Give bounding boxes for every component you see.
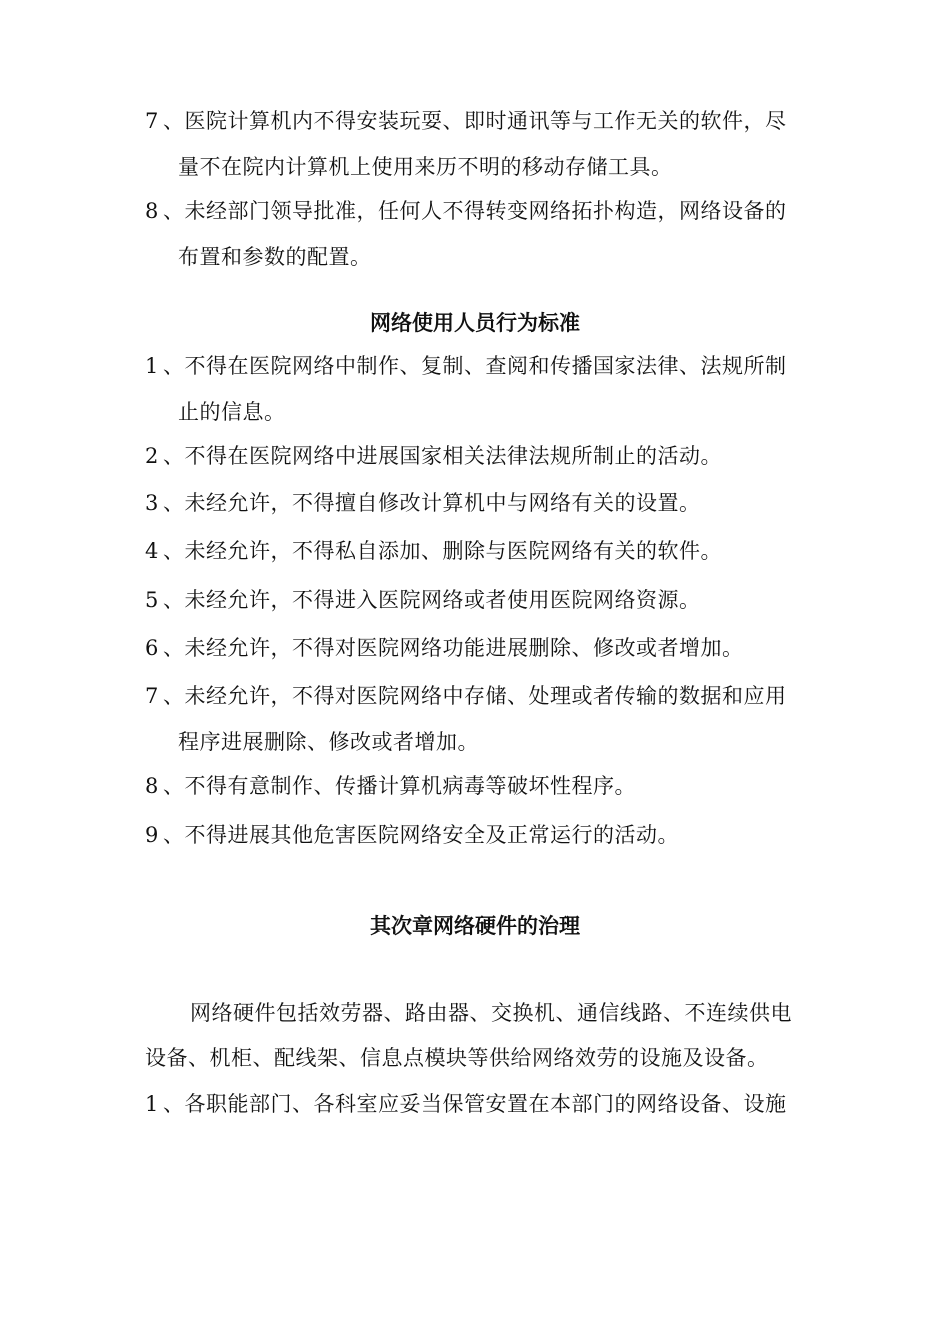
paragraph-line2: 设备、机柜、配线架、信息点模块等供给网络效劳的设施及设备。 — [145, 1046, 769, 1070]
item-number: 6 — [145, 636, 159, 660]
list-item-7-line1: 7 、未经允许，不得对医院网络中存储、处理或者传输的数据和应用 — [145, 681, 787, 711]
section-heading-chapter-two: 其次章网络硬件的治理 — [370, 913, 580, 938]
list-item-9: 9 、不得进展其他危害医院网络安全及正常运行的活动。 — [145, 820, 679, 850]
item-number: 7 — [145, 684, 159, 708]
paragraph-line1: 网络硬件包括效劳器、路由器、交换机、通信线路、不连续供电 — [190, 1001, 792, 1025]
list-item-1-line2: 止的信息。 — [178, 400, 286, 424]
list-item-top-7-line1: 7 、医院计算机内不得安装玩耍、即时通讯等与工作无关的软件，尽 — [145, 106, 787, 136]
item-number: 8 — [145, 774, 159, 798]
list-item-top-8-line1: 8 、未经部门领导批准，任何人不得转变网络拓扑构造，网络设备的 — [145, 196, 787, 226]
list-item-4: 4 、未经允许，不得私自添加、删除与医院网络有关的软件。 — [145, 536, 722, 566]
list-item-2: 2 、不得在医院网络中进展国家相关法律法规所制止的活动。 — [145, 441, 722, 471]
item-number: 8 — [145, 199, 159, 223]
list-item-1-line1: 1 、不得在医院网络中制作、复制、查阅和传播国家法律、法规所制 — [145, 351, 787, 381]
item-number: 5 — [145, 588, 159, 612]
list-item-8: 8 、不得有意制作、传播计算机病毒等破坏性程序。 — [145, 771, 636, 801]
item-number: 2 — [145, 444, 159, 468]
item-number: 4 — [145, 539, 159, 563]
item-number: 1 — [145, 1092, 159, 1116]
list-item-6: 6 、未经允许，不得对医院网络功能进展删除、修改或者增加。 — [145, 633, 744, 663]
item-number: 1 — [145, 354, 159, 378]
section-heading-network-user-standards: 网络使用人员行为标准 — [370, 310, 580, 335]
list-item-top-8-line2: 布置和参数的配置。 — [178, 245, 372, 269]
list-item-s2-1: 1 、各职能部门、各科室应妥当保管安置在本部门的网络设备、设施 — [145, 1089, 787, 1119]
item-number: 3 — [145, 491, 159, 515]
list-item-5: 5 、未经允许，不得进入医院网络或者使用医院网络资源。 — [145, 585, 701, 615]
item-number: 9 — [145, 823, 159, 847]
list-item-3: 3 、未经允许，不得擅自修改计算机中与网络有关的设置。 — [145, 488, 701, 518]
item-number: 7 — [145, 109, 159, 133]
list-item-7-line2: 程序进展删除、修改或者增加。 — [178, 730, 479, 754]
list-item-top-7-line2: 量不在院内计算机上使用来历不明的移动存储工具。 — [178, 155, 673, 179]
